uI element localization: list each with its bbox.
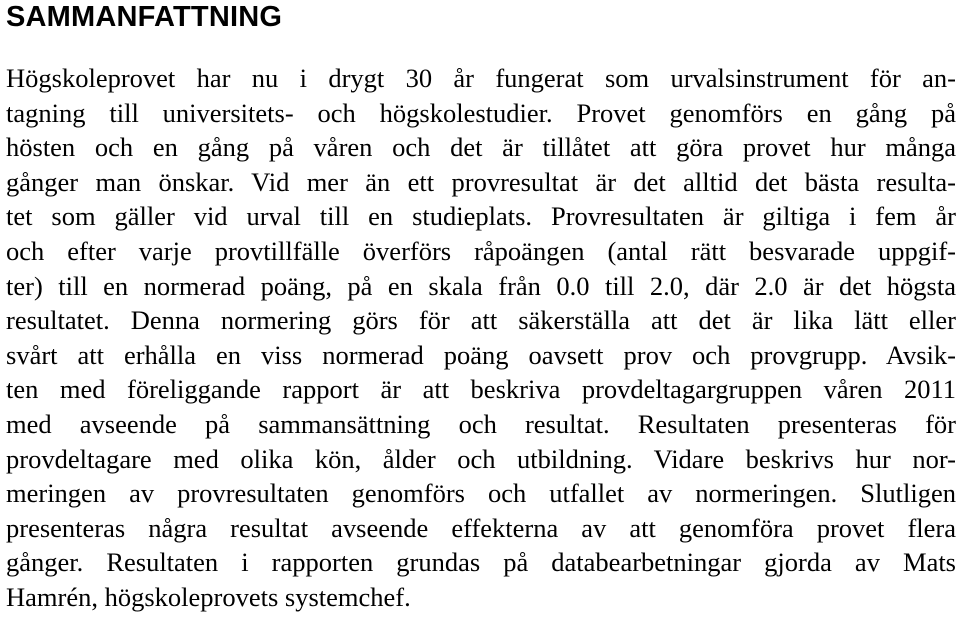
paragraph-line: meringen av provresultaten genomförs och utfallet av normeringen. Slutligen [6, 478, 956, 509]
paragraph-line: resultatet. Denna normering görs för att säkerställa att det är lika lätt eller [6, 305, 956, 336]
paragraph-line: med avseende på sammansättning och resultat. Resultaten presenteras för [6, 408, 956, 439]
paragraph-line: Hamrén, högskoleprovets systemchef. [6, 581, 411, 612]
paragraph-line: svårt att erhålla en viss normerad poäng oavsett prov och provgrupp. Avsik- [6, 339, 956, 370]
paragraph-line: ter) till en normerad poäng, på en skala från 0.0 till 2.0, där 2.0 är det högsta [6, 270, 956, 301]
paragraph-line: ten med föreliggande rapport är att beskriva provdeltagargruppen våren 2011 [6, 374, 956, 405]
paragraph-line: och efter varje provtillfälle överförs råpoängen (antal rätt besvarade uppgif- [6, 235, 956, 266]
paragraph-line: tet som gäller vid urval till en studieplats. Provresultaten är giltiga i fem år [6, 201, 956, 232]
section-heading: SAMMANFATTNING [6, 1, 283, 33]
paragraph-line: Högskoleprovet har nu i drygt 30 år fungerat som urvalsinstrument för an- [6, 63, 956, 93]
paragraph-line: presenteras några resultat avseende effekterna av att genomföra provet flera [6, 512, 956, 543]
summary-paragraph [6, 61, 956, 615]
paragraph-line: tagning till universitets- och högskolestudier. Provet genomförs en gång på [6, 97, 956, 128]
paragraph-line: gånger man önskar. Vid mer än ett provresultat är det alltid det bästa resulta- [6, 166, 956, 197]
paragraph-line: gånger. Resultaten i rapporten grundas på databearbetningar gjorda av Mats [6, 547, 956, 578]
paragraph-line: provdeltagare med olika kön, ålder och utbildning. Vidare beskrivs hur nor- [6, 443, 956, 474]
paragraph-line: hösten och en gång på våren och det är tillåtet att göra provet hur många [6, 132, 956, 163]
